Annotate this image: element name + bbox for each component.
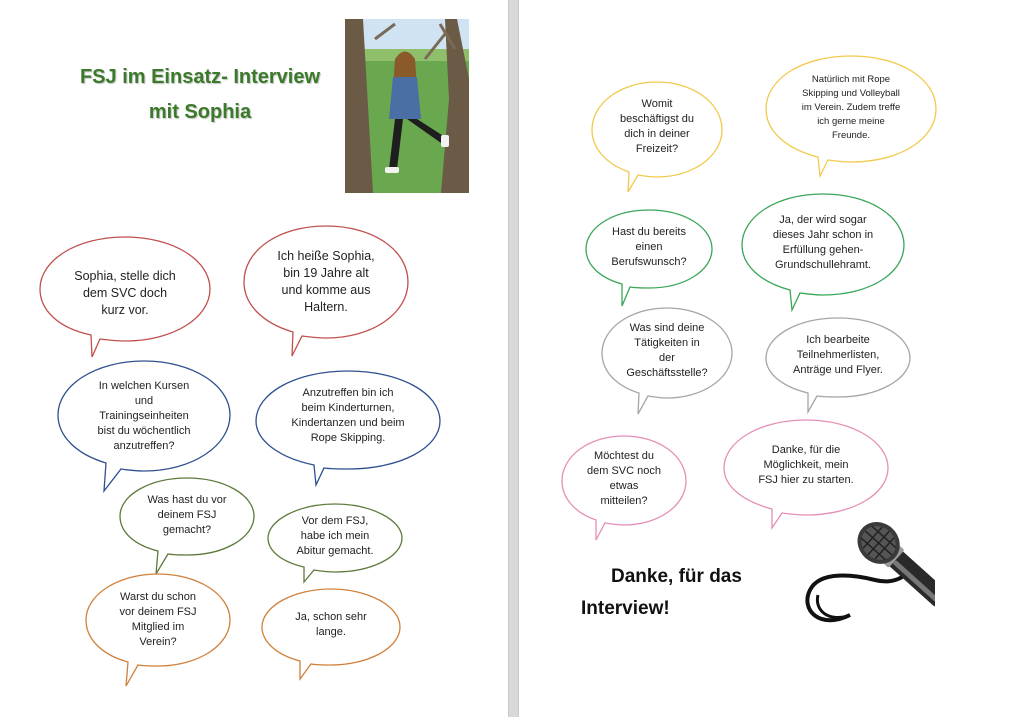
answer-4-text: Ja, schon sehr lange.	[295, 611, 367, 638]
question-7-text: Was sind deine Tätigkeiten in der Geschäftsstelle?	[626, 322, 708, 379]
thanks-line1: Danke, für das	[611, 566, 742, 587]
answer-3-text: Vor dem FSJ, habe ich mein Abitur gemacht.	[296, 514, 374, 557]
answer-7-text: Ich bearbeite Teilnehmerlisten, Anträge und Flyer.	[793, 333, 883, 376]
interview-title-line2: mit Sophia	[148, 101, 252, 123]
question-5-text: Womit beschäftigst du dich in deiner Freizeit?	[620, 98, 694, 155]
question-3-text: Was hast du vor deinem FSJ gemacht?	[147, 493, 227, 536]
page-gutter	[508, 0, 519, 717]
question-1-text: Sophia, stelle dich dem SVC doch kurz vor.	[74, 268, 176, 317]
photo-of-sophia	[345, 19, 469, 193]
answer-8-text: Danke, für die Möglichkeit, mein FSJ hier zu starten.	[758, 443, 854, 486]
thanks-line2: Interview!	[581, 598, 670, 619]
question-2-text: In welchen Kursen und Trainingseinheiten bist du wöchentlich anzutreffen?	[97, 379, 191, 452]
answer-5-text: Natürlich mit Rope Skipping und Volleyball im Verein. Zudem treffe ich gerne meine Freunde.	[801, 74, 901, 141]
answer-1-text: Ich heiße Sophia, bin 19 Jahre alt und komme aus Haltern.	[277, 249, 375, 314]
question-8-text: Möchtest du dem SVC noch etwas mitteilen?	[587, 450, 661, 507]
microphone-icon	[800, 515, 935, 635]
answer-6-text: Ja, der wird sogar dieses Jahr schon in Erfüllung gehen- Grundschullehramt.	[772, 214, 874, 271]
question-4-text: Warst du schon vor deinem FSJ Mitglied im Verein?	[119, 591, 197, 648]
interview-title-line1: FSJ im Einsatz- Interview	[79, 66, 321, 88]
answer-2-text: Anzutreffen bin ich beim Kinderturnen, Kindertanzen und beim Rope Skipping.	[291, 387, 405, 444]
question-6-text: Hast du bereits einen Berufswunsch?	[611, 225, 687, 268]
